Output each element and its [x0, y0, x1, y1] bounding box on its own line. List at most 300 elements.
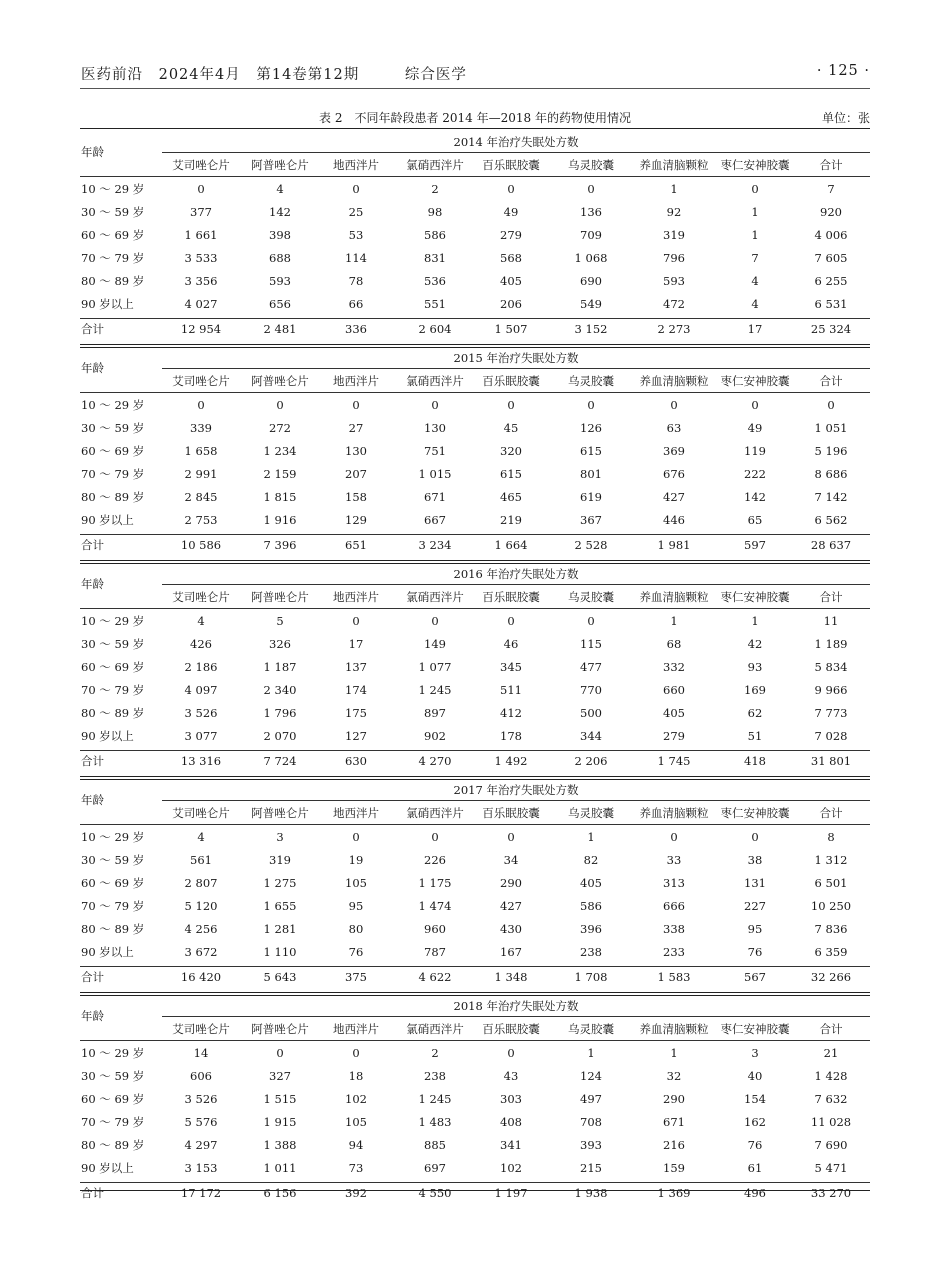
- table-cell: 1 515: [263, 1092, 297, 1106]
- table-cell: 207: [345, 467, 367, 481]
- table-cell: 327: [269, 1069, 291, 1083]
- table-cell: 73: [348, 1161, 364, 1175]
- table-cell: 82: [583, 853, 599, 867]
- year-header-rule: [162, 800, 870, 801]
- table-row: [80, 1113, 870, 1131]
- age-group-label: 80 ～ 89 岁: [81, 274, 145, 288]
- table-cell: 7 605: [814, 251, 848, 265]
- table-cell: 129: [345, 513, 367, 527]
- table-cell: 49: [747, 421, 763, 435]
- age-group-label: 合计: [81, 538, 104, 552]
- table-cell: 11 028: [810, 1115, 852, 1129]
- total-row: [80, 320, 870, 338]
- age-column-header: 年龄: [81, 577, 104, 591]
- table-cell: 17: [747, 322, 763, 336]
- table-cell: 6 531: [814, 297, 848, 311]
- year-header: 2016 年治疗失眠处方数: [453, 567, 579, 581]
- table-cell: 279: [663, 729, 685, 743]
- block-top-rule: [80, 992, 870, 996]
- year-header-rule: [162, 368, 870, 369]
- table-cell: 615: [580, 444, 602, 458]
- column-header: 艾司唑仑片: [172, 806, 230, 820]
- table-cell: 14: [193, 1046, 209, 1060]
- table-cell: 1 483: [418, 1115, 452, 1129]
- table-cell: 0: [827, 398, 835, 412]
- table-cell: 897: [424, 706, 446, 720]
- table-cell: 606: [190, 1069, 212, 1083]
- table-cell: 5 834: [814, 660, 848, 674]
- table-cell: 222: [744, 467, 766, 481]
- table-cell: 500: [580, 706, 602, 720]
- year-header: 2014 年治疗失眠处方数: [453, 135, 579, 149]
- table-cell: 396: [580, 922, 602, 936]
- table-cell: 1 068: [574, 251, 608, 265]
- table-cell: 0: [352, 398, 360, 412]
- journal-info: [81, 63, 477, 84]
- table-cell: 477: [580, 660, 602, 674]
- table-cell: 0: [431, 398, 439, 412]
- table-bottom-rule: [80, 1190, 870, 1191]
- table-cell: 142: [269, 205, 291, 219]
- age-group-label: 90 岁以上: [81, 1161, 134, 1175]
- table-caption: [80, 109, 870, 127]
- running-header: [81, 63, 870, 85]
- age-group-label: 60 ～ 69 岁: [81, 228, 145, 242]
- column-header: 合计: [819, 1022, 843, 1036]
- table-cell: 2 186: [184, 660, 218, 674]
- table-cell: 16 420: [180, 970, 222, 984]
- table-cell: 76: [747, 1138, 763, 1152]
- table-title: 表 2 不同年龄段患者 2014 年—2018 年的药物使用情况: [319, 111, 631, 125]
- column-header: 阿普唑仑片: [251, 1022, 309, 1036]
- table-row: [80, 874, 870, 892]
- table-cell: 1 708: [574, 970, 608, 984]
- table-row: [80, 943, 870, 961]
- table-cell: 4 027: [184, 297, 218, 311]
- table-cell: 34: [503, 853, 519, 867]
- table-cell: 2 273: [657, 322, 691, 336]
- age-group-label: 90 岁以上: [81, 513, 134, 527]
- table-cell: 1 915: [263, 1115, 297, 1129]
- table-cell: 0: [507, 830, 515, 844]
- table-cell: 102: [500, 1161, 522, 1175]
- column-header: 养血清脑颗粒: [639, 806, 709, 820]
- table-cell: 105: [345, 1115, 367, 1129]
- table-cell: 3 234: [418, 538, 452, 552]
- table-cell: 3 533: [184, 251, 218, 265]
- table-cell: 1 015: [418, 467, 452, 481]
- year-header: 2017 年治疗失眠处方数: [453, 783, 579, 797]
- table-cell: 0: [431, 830, 439, 844]
- table-cell: 586: [580, 899, 602, 913]
- table-cell: 1 110: [263, 945, 297, 959]
- column-header: 氯硝西泮片: [406, 806, 464, 820]
- table-cell: 0: [507, 1046, 515, 1060]
- table-cell: 279: [500, 228, 522, 242]
- table-cell: 1 583: [657, 970, 691, 984]
- table-cell: 1 175: [418, 876, 452, 890]
- table-cell: 615: [500, 467, 522, 481]
- table-cell: 7 142: [814, 490, 848, 504]
- table-cell: 770: [580, 683, 602, 697]
- table-cell: 1: [751, 205, 759, 219]
- table-cell: 7: [827, 182, 835, 196]
- header-divider: [80, 88, 870, 89]
- table-cell: 801: [580, 467, 602, 481]
- table-row: [80, 249, 870, 267]
- table-cell: 1 661: [184, 228, 218, 242]
- table-cell: 0: [431, 614, 439, 628]
- table-row: [80, 465, 870, 483]
- table-cell: 7 632: [814, 1092, 848, 1106]
- table-cell: 159: [663, 1161, 685, 1175]
- table-row: [80, 1136, 870, 1154]
- column-header: 养血清脑颗粒: [639, 158, 709, 172]
- table-cell: 178: [500, 729, 522, 743]
- table-cell: 6 501: [814, 876, 848, 890]
- table-cell: 418: [744, 754, 766, 768]
- table-row: [80, 1044, 870, 1062]
- table-unit: 单位：张: [821, 111, 870, 125]
- table-cell: 398: [269, 228, 291, 242]
- age-group-label: 30 ～ 59 岁: [81, 853, 145, 867]
- table-cell: 426: [190, 637, 212, 651]
- table-cell: 1 658: [184, 444, 218, 458]
- header-rule: [80, 824, 870, 825]
- table-cell: 8 686: [814, 467, 848, 481]
- table-cell: 162: [744, 1115, 766, 1129]
- table-cell: 1 275: [263, 876, 297, 890]
- table-cell: 3 526: [184, 1092, 218, 1106]
- table-cell: 4: [751, 297, 759, 311]
- table-cell: 465: [500, 490, 522, 504]
- column-header: 乌灵胶囊: [568, 1022, 614, 1036]
- column-header: 百乐眠胶囊: [482, 158, 540, 172]
- table-row: [80, 658, 870, 676]
- column-header: 乌灵胶囊: [568, 158, 614, 172]
- table-cell: 3 356: [184, 274, 218, 288]
- age-group-label: 60 ～ 69 岁: [81, 876, 145, 890]
- table-cell: 688: [269, 251, 291, 265]
- age-group-label: 10 ～ 29 岁: [81, 398, 145, 412]
- table-cell: 4: [276, 182, 284, 196]
- table-cell: 0: [670, 830, 678, 844]
- table-cell: 290: [500, 876, 522, 890]
- table-cell: 551: [424, 297, 446, 311]
- table-cell: 126: [580, 421, 602, 435]
- table-cell: 21: [823, 1046, 839, 1060]
- column-header: 养血清脑颗粒: [639, 1022, 709, 1036]
- column-header: 阿普唑仑片: [251, 590, 309, 604]
- table-cell: 1: [587, 1046, 595, 1060]
- table-row: [80, 635, 870, 653]
- age-group-label: 90 岁以上: [81, 729, 134, 743]
- table-row: [80, 226, 870, 244]
- age-group-label: 合计: [81, 754, 104, 768]
- year-header: 2015 年治疗失眠处方数: [453, 351, 579, 365]
- column-header: 养血清脑颗粒: [639, 374, 709, 388]
- year-header: 2018 年治疗失眠处方数: [453, 999, 579, 1013]
- age-group-label: 30 ～ 59 岁: [81, 1069, 145, 1083]
- column-header: 合计: [819, 158, 843, 172]
- block-top-rule: [80, 128, 870, 129]
- age-group-label: 90 岁以上: [81, 945, 134, 959]
- table-cell: 10 250: [810, 899, 852, 913]
- table-row: [80, 396, 870, 414]
- table-cell: 17 172: [180, 1186, 222, 1200]
- table-cell: 1 655: [263, 899, 297, 913]
- age-group-label: 10 ～ 29 岁: [81, 614, 145, 628]
- table-cell: 102: [345, 1092, 367, 1106]
- age-group-label: 70 ～ 79 岁: [81, 1115, 145, 1129]
- table-cell: 31 801: [810, 754, 852, 768]
- table-cell: 902: [424, 729, 446, 743]
- table-cell: 920: [820, 205, 842, 219]
- table-cell: 94: [348, 1138, 364, 1152]
- table-cell: 3 152: [574, 322, 608, 336]
- table-cell: 18: [348, 1069, 364, 1083]
- table-row: [80, 272, 870, 290]
- table-cell: 9 966: [814, 683, 848, 697]
- table-cell: 93: [747, 660, 763, 674]
- age-group-label: 70 ～ 79 岁: [81, 251, 145, 265]
- table-cell: 7 773: [814, 706, 848, 720]
- table-cell: 2 206: [574, 754, 608, 768]
- table-cell: 666: [663, 899, 685, 913]
- table-cell: 1 189: [814, 637, 848, 651]
- table-cell: 5 196: [814, 444, 848, 458]
- table-cell: 497: [580, 1092, 602, 1106]
- table-cell: 76: [747, 945, 763, 959]
- table-cell: 1: [670, 182, 678, 196]
- table-cell: 2: [431, 182, 439, 196]
- table-cell: 17: [348, 637, 364, 651]
- table-cell: 115: [580, 637, 602, 651]
- table-cell: 697: [424, 1161, 446, 1175]
- table-row: [80, 681, 870, 699]
- table-cell: 367: [580, 513, 602, 527]
- age-group-label: 10 ～ 29 岁: [81, 182, 145, 196]
- table-cell: 3 526: [184, 706, 218, 720]
- table-cell: 960: [424, 922, 446, 936]
- table-cell: 6 255: [814, 274, 848, 288]
- table-cell: 0: [352, 830, 360, 844]
- table-row: [80, 828, 870, 846]
- table-cell: 7 724: [263, 754, 297, 768]
- age-group-label: 60 ～ 69 岁: [81, 660, 145, 674]
- table-cell: 1 245: [418, 683, 452, 697]
- table-cell: 1 981: [657, 538, 691, 552]
- header-rule: [80, 608, 870, 609]
- year-header-rule: [162, 584, 870, 585]
- table-cell: 1 507: [494, 322, 528, 336]
- table-row: [80, 897, 870, 915]
- table-cell: 25 324: [810, 322, 852, 336]
- table-cell: 2 481: [263, 322, 297, 336]
- age-group-label: 90 岁以上: [81, 297, 134, 311]
- table-cell: 676: [663, 467, 685, 481]
- table-cell: 19: [348, 853, 364, 867]
- age-group-label: 30 ～ 59 岁: [81, 637, 145, 651]
- table-cell: 4 256: [184, 922, 218, 936]
- table-cell: 4 006: [814, 228, 848, 242]
- year-header-rule: [162, 1016, 870, 1017]
- age-column-header: 年龄: [81, 361, 104, 375]
- age-column-header: 年龄: [81, 1009, 104, 1023]
- table-cell: 238: [424, 1069, 446, 1083]
- section-name: 综合医学: [404, 67, 467, 83]
- table-cell: 0: [352, 614, 360, 628]
- table-cell: 227: [744, 899, 766, 913]
- column-header: 养血清脑颗粒: [639, 590, 709, 604]
- table-cell: 215: [580, 1161, 602, 1175]
- table-cell: 40: [747, 1069, 763, 1083]
- table-cell: 4 550: [418, 1186, 452, 1200]
- table-cell: 233: [663, 945, 685, 959]
- table-cell: 53: [348, 228, 364, 242]
- table-cell: 344: [580, 729, 602, 743]
- total-rule: [80, 1182, 870, 1183]
- table-cell: 1 234: [263, 444, 297, 458]
- age-group-label: 70 ～ 79 岁: [81, 899, 145, 913]
- table-cell: 4: [751, 274, 759, 288]
- table-cell: 1 938: [574, 1186, 608, 1200]
- table-cell: 114: [345, 251, 367, 265]
- age-group-label: 合计: [81, 1186, 104, 1200]
- table-row: [80, 1159, 870, 1177]
- table-cell: 2: [431, 1046, 439, 1060]
- table-cell: 1 011: [263, 1161, 297, 1175]
- age-group-label: 60 ～ 69 岁: [81, 444, 145, 458]
- table-cell: 2 807: [184, 876, 218, 890]
- column-header: 枣仁安神胶囊: [720, 374, 790, 388]
- table-cell: 0: [276, 1046, 284, 1060]
- column-header: 百乐眠胶囊: [482, 374, 540, 388]
- table-cell: 142: [744, 490, 766, 504]
- table-cell: 568: [500, 251, 522, 265]
- table-cell: 66: [348, 297, 364, 311]
- table-cell: 2 528: [574, 538, 608, 552]
- table-cell: 1 745: [657, 754, 691, 768]
- table-row: [80, 419, 870, 437]
- table-cell: 68: [666, 637, 682, 651]
- table-cell: 1 388: [263, 1138, 297, 1152]
- table-cell: 45: [503, 421, 519, 435]
- table-cell: 5 643: [263, 970, 297, 984]
- table-cell: 290: [663, 1092, 685, 1106]
- table-cell: 4 622: [418, 970, 452, 984]
- age-column-header: 年龄: [81, 145, 104, 159]
- column-header: 地西泮片: [333, 806, 379, 820]
- table-cell: 63: [666, 421, 682, 435]
- table-cell: 137: [345, 660, 367, 674]
- column-header: 氯硝西泮片: [406, 374, 464, 388]
- table-cell: 303: [500, 1092, 522, 1106]
- total-rule: [80, 318, 870, 319]
- table-cell: 405: [500, 274, 522, 288]
- column-header: 艾司唑仑片: [172, 158, 230, 172]
- table-cell: 5 576: [184, 1115, 218, 1129]
- table-cell: 2 070: [263, 729, 297, 743]
- table-cell: 0: [276, 398, 284, 412]
- journal-name: 医药前沿: [81, 67, 143, 83]
- table-row: [80, 920, 870, 938]
- table-cell: 272: [269, 421, 291, 435]
- table-cell: 549: [580, 297, 602, 311]
- table-cell: 119: [744, 444, 766, 458]
- table-cell: 597: [744, 538, 766, 552]
- header-rule: [80, 392, 870, 393]
- table-cell: 1 474: [418, 899, 452, 913]
- table-cell: 0: [352, 1046, 360, 1060]
- table-cell: 130: [424, 421, 446, 435]
- table-cell: 1: [670, 1046, 678, 1060]
- table-cell: 593: [269, 274, 291, 288]
- table-cell: 154: [744, 1092, 766, 1106]
- table-cell: 127: [345, 729, 367, 743]
- year-table-block: [80, 344, 870, 556]
- table-cell: 430: [500, 922, 522, 936]
- age-group-label: 70 ～ 79 岁: [81, 467, 145, 481]
- table-row: [80, 511, 870, 529]
- table-cell: 1 348: [494, 970, 528, 984]
- column-header: 枣仁安神胶囊: [720, 158, 790, 172]
- table-cell: 7 028: [814, 729, 848, 743]
- table-cell: 2 604: [418, 322, 452, 336]
- header-rule: [80, 1040, 870, 1041]
- table-cell: 1 492: [494, 754, 528, 768]
- table-cell: 226: [424, 853, 446, 867]
- table-cell: 42: [747, 637, 763, 651]
- table-row: [80, 295, 870, 313]
- table-cell: 174: [345, 683, 367, 697]
- table-cell: 3 672: [184, 945, 218, 959]
- table-cell: 78: [348, 274, 364, 288]
- total-row: [80, 752, 870, 770]
- block-top-rule: [80, 560, 870, 564]
- age-group-label: 60 ～ 69 岁: [81, 1092, 145, 1106]
- table-cell: 427: [500, 899, 522, 913]
- table-cell: 130: [345, 444, 367, 458]
- table-cell: 7 396: [263, 538, 297, 552]
- table-cell: 2 340: [263, 683, 297, 697]
- table-cell: 3: [276, 830, 284, 844]
- table-cell: 1 916: [263, 513, 297, 527]
- table-cell: 671: [424, 490, 446, 504]
- table-cell: 1 664: [494, 538, 528, 552]
- table-cell: 49: [503, 205, 519, 219]
- header-rule: [80, 176, 870, 177]
- column-header: 阿普唑仑片: [251, 806, 309, 820]
- table-cell: 11: [823, 614, 839, 628]
- table-row: [80, 1067, 870, 1085]
- table-cell: 65: [747, 513, 763, 527]
- table-cell: 206: [500, 297, 522, 311]
- table-cell: 0: [352, 182, 360, 196]
- table-cell: 33: [666, 853, 682, 867]
- table-cell: 136: [580, 205, 602, 219]
- table-cell: 1: [751, 614, 759, 628]
- table-cell: 12 954: [180, 322, 222, 336]
- table-cell: 219: [500, 513, 522, 527]
- table-cell: 0: [587, 398, 595, 412]
- table-cell: 2 753: [184, 513, 218, 527]
- table-cell: 92: [666, 205, 682, 219]
- table-cell: 0: [751, 182, 759, 196]
- age-group-label: 合计: [81, 322, 104, 336]
- table-cell: 105: [345, 876, 367, 890]
- table-cell: 319: [663, 228, 685, 242]
